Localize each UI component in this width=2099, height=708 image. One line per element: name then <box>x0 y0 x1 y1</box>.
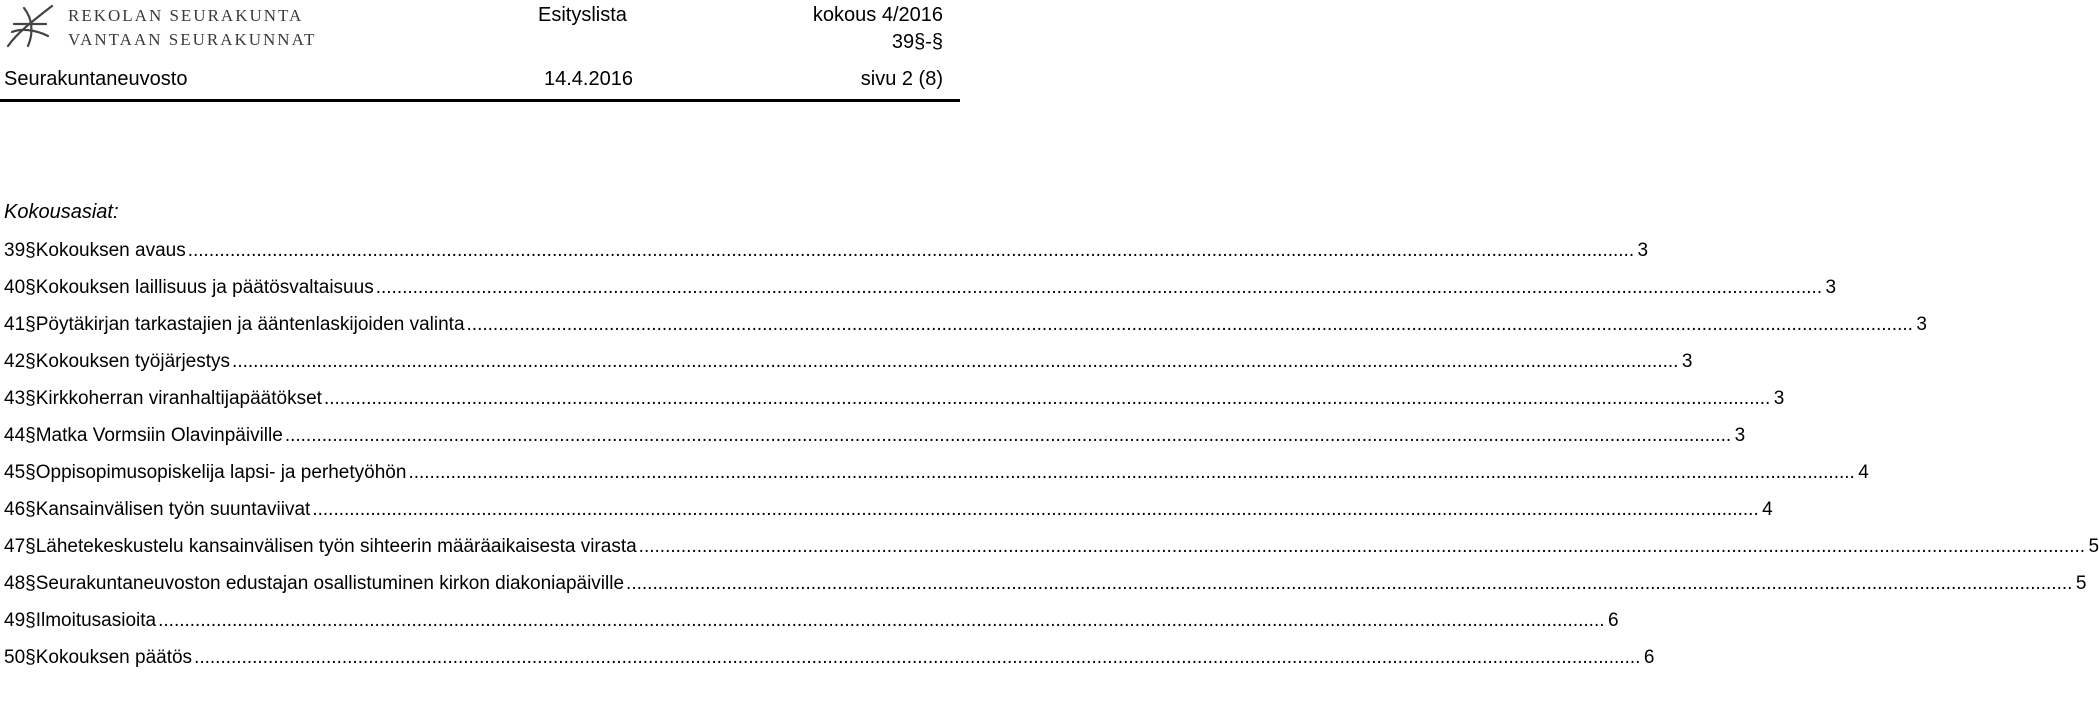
toc-number: 48 <box>4 573 26 594</box>
dot-leader: .................................................................................................................................................................................................................................................................................. <box>232 351 1679 372</box>
toc-number: 42 <box>4 351 26 372</box>
toc-title: Oppisopimusopiskelija lapsi- ja perhetyöhön <box>35 462 407 483</box>
toc-row[interactable] <box>4 499 1773 536</box>
toc-number: 45 <box>4 462 26 483</box>
toc-number: 41 <box>4 314 26 335</box>
section-range: 39§-§ <box>891 31 943 53</box>
toc-row[interactable] <box>4 610 1619 647</box>
toc-title: Ilmoitusasioita <box>35 610 157 631</box>
table-of-contents <box>4 240 2099 684</box>
dot-leader: .................................................................................................................................................................................................................................................................................. <box>284 425 1732 446</box>
dot-leader: .................................................................................................................................................................................................................................................................................. <box>375 277 1823 298</box>
toc-page: 6 <box>1607 610 1619 631</box>
toc-title: Kansainvälisen työn suuntaviivat <box>35 499 311 520</box>
section-sign: § <box>25 314 36 335</box>
section-sign: § <box>25 499 36 520</box>
dot-leader: .................................................................................................................................................................................................................................................................................. <box>323 388 1771 409</box>
section-sign: § <box>25 425 36 446</box>
toc-row[interactable] <box>4 277 1837 314</box>
toc-row[interactable] <box>4 536 2099 573</box>
section-sign: § <box>25 610 36 631</box>
toc-title: Pöytäkirjan tarkastajien ja ääntenlaskijoiden valinta <box>35 314 465 335</box>
toc-page: 3 <box>1825 277 1837 298</box>
dot-leader: .................................................................................................................................................................................................................................................................................. <box>466 314 1913 335</box>
toc-number: 40 <box>4 277 26 298</box>
toc-page: 3 <box>1681 351 1693 372</box>
parish-logo-icon <box>4 2 56 50</box>
toc-page: 3 <box>1773 388 1785 409</box>
section-title: Kokousasiat: <box>4 201 119 223</box>
toc-title: Kirkkoherran viranhaltijapäätökset <box>35 388 322 409</box>
toc-title: Kokouksen työjärjestys <box>35 351 231 372</box>
section-sign: § <box>25 536 36 557</box>
section-sign: § <box>25 351 36 372</box>
meeting-number: kokous 4/2016 <box>812 4 943 26</box>
toc-number: 39 <box>4 240 26 261</box>
section-sign: § <box>25 240 36 261</box>
org-parent-name: VANTAAN SEURAKUNNAT <box>68 30 317 49</box>
dot-leader: .................................................................................................................................................................................................................................................................................. <box>187 240 1635 261</box>
dot-leader: .................................................................................................................................................................................................................................................................................. <box>626 573 2073 594</box>
section-sign: § <box>25 573 36 594</box>
toc-page: 5 <box>2075 573 2087 594</box>
dot-leader: .................................................................................................................................................................................................................................................................................. <box>312 499 1759 520</box>
toc-number: 47 <box>4 536 26 557</box>
toc-row[interactable] <box>4 462 1869 499</box>
dot-leader: .................................................................................................................................................................................................................................................................................. <box>158 610 1605 631</box>
toc-row[interactable] <box>4 647 1655 684</box>
toc-row[interactable] <box>4 240 1649 277</box>
section-sign: § <box>25 647 36 668</box>
toc-row[interactable] <box>4 388 1785 425</box>
toc-page: 5 <box>2088 536 2099 557</box>
toc-title: Matka Vormsiin Olavinpäiville <box>35 425 283 446</box>
toc-title: Kokouksen avaus <box>35 240 186 261</box>
toc-page: 3 <box>1734 425 1746 446</box>
dot-leader: .................................................................................................................................................................................................................................................................................. <box>638 536 2086 557</box>
toc-title: Kokouksen päätös <box>35 647 193 668</box>
page-number: sivu 2 (8) <box>860 68 943 90</box>
toc-number: 49 <box>4 610 26 631</box>
toc-number: 50 <box>4 647 26 668</box>
org-name: REKOLAN SEURAKUNTA <box>68 6 304 25</box>
toc-page: 6 <box>1643 647 1655 668</box>
toc-title: Kokouksen laillisuus ja päätösvaltaisuus <box>35 277 374 298</box>
meeting-date: 14.4.2016 <box>544 68 633 90</box>
section-sign: § <box>25 388 36 409</box>
toc-row[interactable] <box>4 351 1693 388</box>
toc-row[interactable] <box>4 425 1746 462</box>
toc-page: 4 <box>1858 462 1869 483</box>
toc-number: 46 <box>4 499 26 520</box>
toc-row[interactable] <box>4 573 2087 610</box>
section-sign: § <box>25 277 36 298</box>
section-sign: § <box>25 462 36 483</box>
toc-number: 44 <box>4 425 26 446</box>
governing-body: Seurakuntaneuvosto <box>4 68 188 90</box>
dot-leader: .................................................................................................................................................................................................................................................................................. <box>194 647 1641 668</box>
toc-number: 43 <box>4 388 26 409</box>
toc-row[interactable] <box>4 314 1927 351</box>
toc-title: Seurakuntaneuvoston edustajan osallistuminen kirkon diakoniapäiville <box>35 573 625 594</box>
document-type: Esityslista <box>538 4 627 26</box>
toc-page: 4 <box>1762 499 1773 520</box>
toc-title: Lähetekeskustelu kansainvälisen työn sihteerin määräaikaisesta virasta <box>35 536 637 557</box>
toc-page: 3 <box>1916 314 1927 335</box>
dot-leader: .................................................................................................................................................................................................................................................................................. <box>408 462 1855 483</box>
header-divider <box>0 99 960 102</box>
toc-page: 3 <box>1637 240 1649 261</box>
